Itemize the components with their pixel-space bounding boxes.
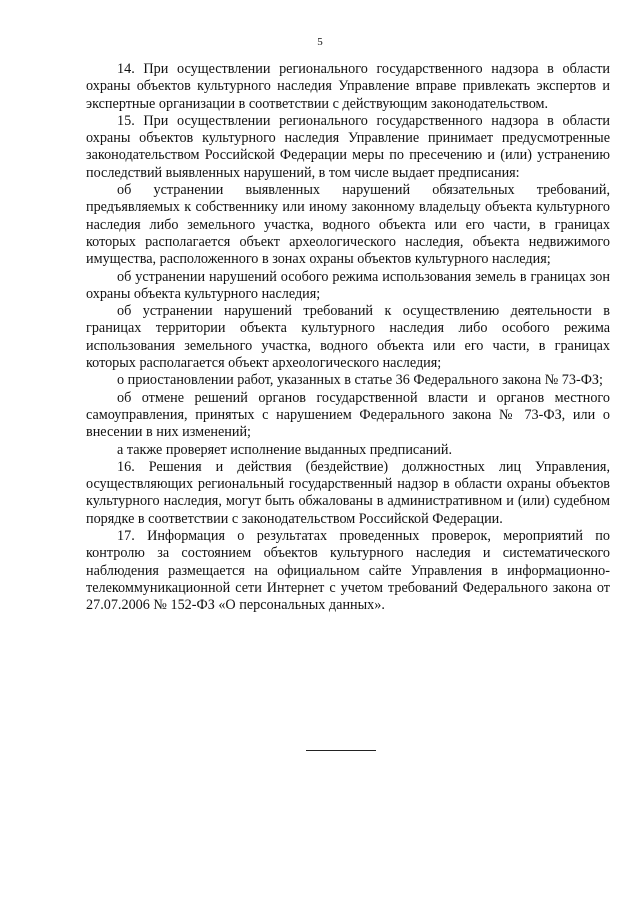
list-item-check-execution: а также проверяет исполнение выданных предписаний. <box>117 441 453 458</box>
list-item-cancel-decisions: об отмене решений органов государственной власти и органов местного самоуправления, принятых с нарушением Федерального закона № 73-ФЗ, или о внесении в них изменений; <box>86 389 610 441</box>
paragraph-14-experts: 14. При осуществлении регионального государственного надзора в области охраны объектов культурного наследия Управление вправе привлекать экспертов и экспертные организации в соответствии с действующим законодательством. <box>86 61 610 112</box>
list-item-violations-owner: об устранении выявленных нарушений обязательных требований, предъявляемых к собственнику или иному законному владельцу объекта культурного наследия либо земельного участка, водного объекта или его части, в границах которых располагается объект археологического наследия, объекта недвижимого имущества, расположенного в зонах охраны объектов культурного наследия; <box>86 182 610 268</box>
paragraph-15-measures: 15. При осуществлении регионального государственного надзора в области охраны объектов культурного наследия Управление принимает предусмотренные законодательством Российской Федерации меры по пресечению и (или) устранению последствий выявленных нарушений, в том числе выдает предписания: <box>86 112 610 181</box>
document-body <box>86 61 610 615</box>
paragraph-17-publication: 17. Информация о результатах проведенных проверок, мероприятий по контролю за состоянием объектов культурного наследия и систематического наблюдения размещается на официальном сайте Управления в информационно-телекоммуникационной сети Интернет с учетом требований Федерального закона от 27.07.2006 № 152-ФЗ «О персональных данных». <box>86 528 610 614</box>
page-number: 5 <box>317 36 323 48</box>
paragraph-16-appeals: 16. Решения и действия (бездействие) должностных лиц Управления, осуществляющих региональный государственный надзор в области охраны объектов культурного наследия, могут быть обжалованы в административном и (или) судебном порядке в соответствии с законодательством Российской Федерации. <box>86 458 610 527</box>
end-divider-line <box>306 750 376 751</box>
list-item-land-use-regime: об устранении нарушений особого режима использования земель в границах зон охраны объекта культурного наследия; <box>86 268 610 302</box>
list-item-territory-requirements: об устранении нарушений требований к осуществлению деятельности в границах территории объекта культурного наследия либо особого режима использования земельного участка, водного объекта или его части, в границах которых располагается объект археологического наследия; <box>86 303 610 372</box>
list-item-suspension-of-works: о приостановлении работ, указанных в статье 36 Федерального закона № 73-ФЗ; <box>117 372 603 389</box>
